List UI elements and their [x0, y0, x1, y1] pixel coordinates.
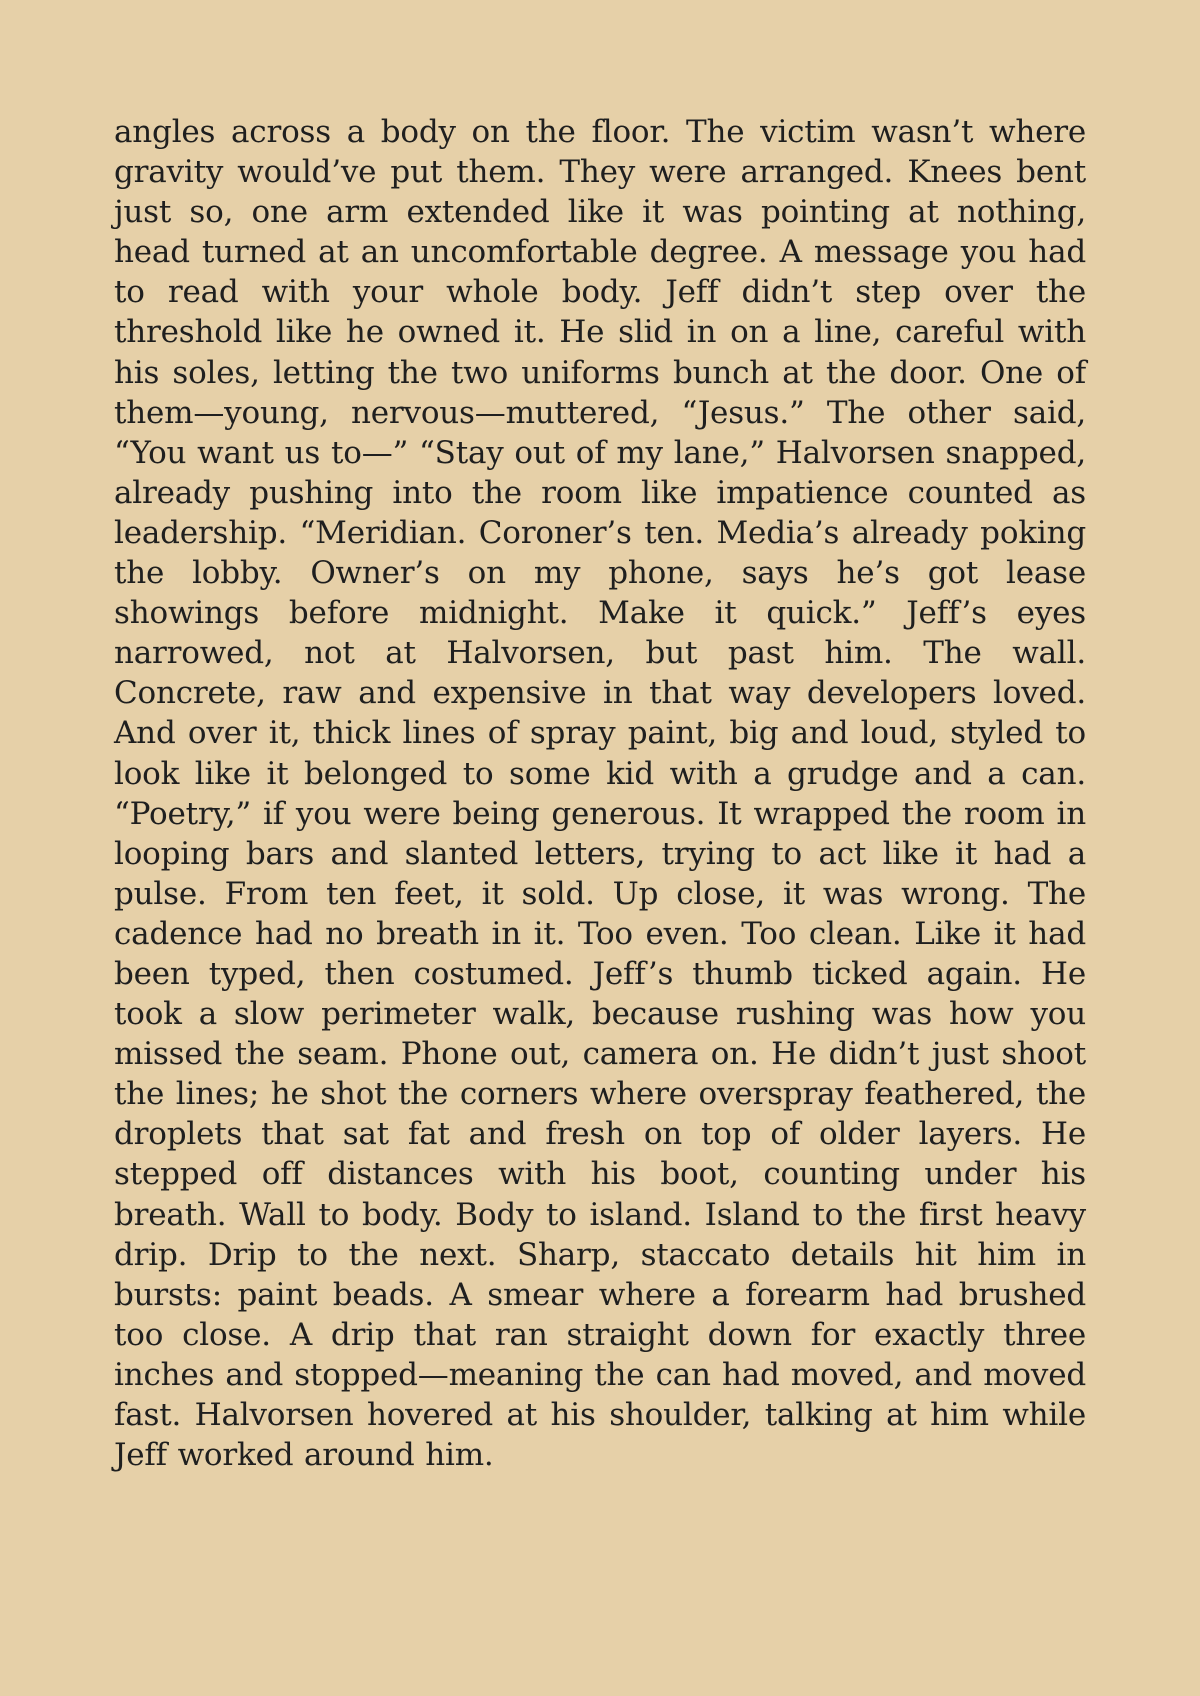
body-text: angles across a body on the floor. The victim wasn’t where gravity would’ve put them. They were arranged. Knees bent just so, one arm extended like it was pointing at nothing, head turned at an uncomfortable degree. A message you had to read with your whole body. Jeff didn’t step over the threshold like he owned it. He slid in on a line, careful with his soles, letting the two uniforms bunch at the door. One of them—young, nervous—muttered, “Jesus.” The other said, “You want us to—” “Stay out of my lane,” Halvorsen snapped, already pushing into the room like impatience counted as leadership. “Meridian. Coroner’s ten. Media’s already poking the lobby. Owner’s on my phone, says he’s got lease showings before midnight. Make it quick.” Jeff’s eyes narrowed, not at Halvorsen, but past him. The wall. Concrete, raw and expensive in that way developers loved. And over it, thick lines of spray paint, big and loud, styled to look like it belonged to some kid with a grudge and a can. “Poetry,” if you were being generous. It wrapped the room in looping bars and slanted letters, trying to act like it had a pulse. From ten feet, it sold. Up close, it was wrong. The cadence had no breath in it. Too even. Too clean. Like it had been typed, then costumed. Jeff’s thumb ticked again. He took a slow perimeter walk, because rushing was how you missed the seam. Phone out, camera on. He didn’t just shoot the lines; he shot the corners where overspray feathered, the droplets that sat fat and fresh on top of older layers. He stepped off distances with his boot, counting under his breath. Wall to body. Body to island. Island to the first heavy drip. Drip to the next. Sharp, staccato details hit him in bursts: paint beads. A smear where a forearm had brushed too close. A drip that ran straight down for exactly three inches and stopped—meaning the can had moved, and moved fast. Halvorsen hovered at his shoulder, talking at him while Jeff worked around him. [114, 114, 1086, 1474]
